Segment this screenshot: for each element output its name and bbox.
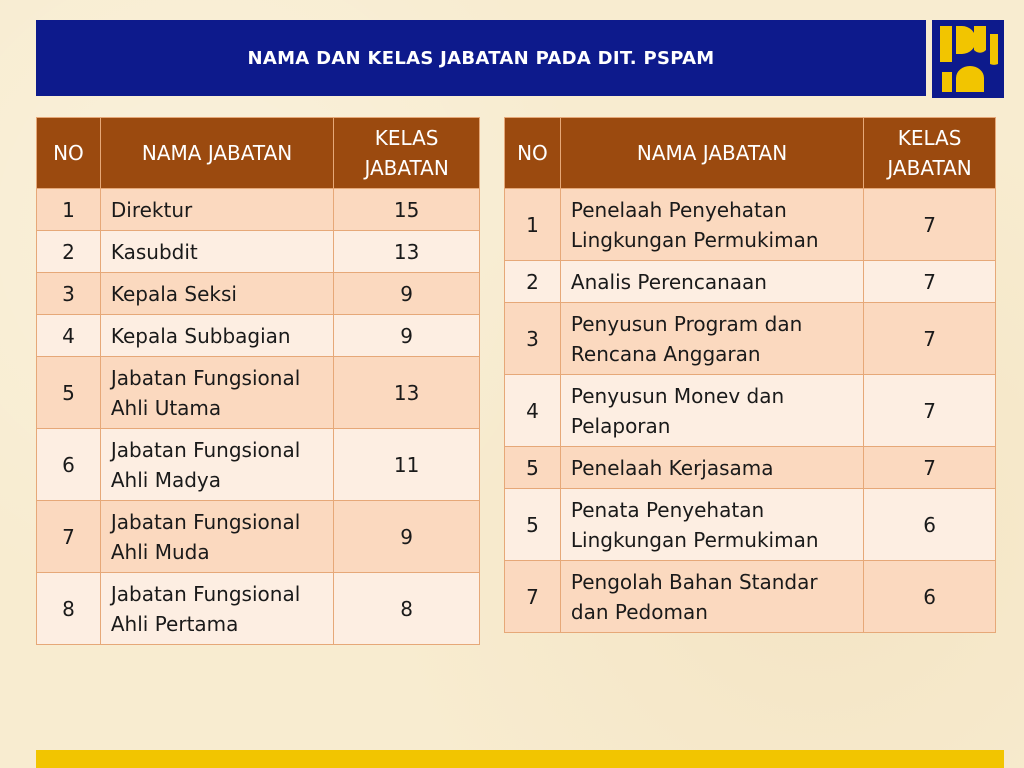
table-row <box>505 489 996 561</box>
row-name-line1: Jabatan Fungsional <box>110 581 301 606</box>
row-name-line1: Kepala Subbagian <box>110 323 291 348</box>
row-name <box>560 261 863 303</box>
row-no: 2 <box>37 231 101 273</box>
title-bar <box>36 20 926 96</box>
row-name-line2: Lingkungan Permukiman <box>570 527 819 552</box>
row-name <box>100 273 333 315</box>
row-name <box>100 357 333 429</box>
table-row <box>37 273 480 315</box>
row-name-line1: Penyusun Program dan <box>570 311 803 336</box>
row-name-line1: Penelaah Penyehatan <box>570 197 787 222</box>
row-no: 3 <box>505 303 561 375</box>
row-class: 8 <box>334 573 480 645</box>
table-row <box>37 573 480 645</box>
header-no: NO <box>37 118 101 189</box>
row-name-line2: Rencana Anggaran <box>570 341 761 366</box>
row-no: 5 <box>505 447 561 489</box>
table-row <box>37 315 480 357</box>
row-name-line1: Pengolah Bahan Standar <box>570 569 818 594</box>
row-name-line1: Jabatan Fungsional <box>110 509 301 534</box>
table-row <box>505 375 996 447</box>
table-row <box>505 303 996 375</box>
header-class-line2: JABATAN <box>887 156 972 180</box>
row-name <box>100 573 333 645</box>
row-name-line2: Ahli Muda <box>110 539 210 564</box>
row-no: 1 <box>505 189 561 261</box>
row-name-line1: Kasubdit <box>110 239 198 264</box>
row-name-line1: Penelaah Kerjasama <box>570 455 774 480</box>
table-row <box>505 447 996 489</box>
header-class-line1: KELAS <box>897 126 962 150</box>
row-name-line2: Ahli Utama <box>110 395 222 420</box>
row-name <box>100 501 333 573</box>
row-class: 7 <box>864 261 996 303</box>
row-class: 9 <box>334 501 480 573</box>
row-name <box>100 189 333 231</box>
row-name-line2: Ahli Pertama <box>110 611 239 636</box>
row-name-line1: Jabatan Fungsional <box>110 437 301 462</box>
row-name-line2: dan Pedoman <box>570 599 708 624</box>
row-class: 11 <box>334 429 480 501</box>
row-class: 7 <box>864 447 996 489</box>
table-row <box>37 357 480 429</box>
row-class: 6 <box>864 489 996 561</box>
row-name <box>100 231 333 273</box>
table-row <box>505 189 996 261</box>
row-name <box>100 315 333 357</box>
row-class: 7 <box>864 189 996 261</box>
row-name-line2: Pelaporan <box>570 413 671 438</box>
row-no: 6 <box>37 429 101 501</box>
table-row <box>37 189 480 231</box>
row-name <box>100 429 333 501</box>
row-no: 7 <box>505 561 561 633</box>
table-row <box>37 429 480 501</box>
row-no: 5 <box>505 489 561 561</box>
table-row <box>37 231 480 273</box>
left-position-table <box>36 117 480 645</box>
row-class: 13 <box>334 231 480 273</box>
row-name <box>560 375 863 447</box>
row-class: 7 <box>864 303 996 375</box>
right-position-table <box>504 117 996 633</box>
row-name <box>560 447 863 489</box>
row-name-line1: Penyusun Monev dan <box>570 383 785 408</box>
row-name <box>560 303 863 375</box>
row-name-line2: Lingkungan Permukiman <box>570 227 819 252</box>
row-name-line1: Direktur <box>110 197 193 222</box>
header-class <box>334 118 480 189</box>
row-name-line2: Ahli Madya <box>110 467 221 492</box>
ministry-logo-icon <box>932 20 1004 98</box>
row-no: 4 <box>505 375 561 447</box>
footer-accent-bar <box>36 750 1004 768</box>
row-no: 5 <box>37 357 101 429</box>
table-row <box>37 501 480 573</box>
row-name-line1: Analis Perencanaan <box>570 269 767 294</box>
row-name-line1: Penata Penyehatan <box>570 497 765 522</box>
row-no: 4 <box>37 315 101 357</box>
row-class: 15 <box>334 189 480 231</box>
row-class: 13 <box>334 357 480 429</box>
table-row <box>505 561 996 633</box>
header-class <box>864 118 996 189</box>
row-name <box>560 561 863 633</box>
header-no: NO <box>505 118 561 189</box>
header-class-line1: KELAS <box>374 126 439 150</box>
row-no: 7 <box>37 501 101 573</box>
page-title: NAMA DAN KELAS JABATAN PADA DIT. PSPAM <box>247 47 715 69</box>
row-no: 2 <box>505 261 561 303</box>
header-name: NAMA JABATAN <box>100 118 333 189</box>
header-name: NAMA JABATAN <box>560 118 863 189</box>
row-no: 8 <box>37 573 101 645</box>
row-class: 9 <box>334 273 480 315</box>
table-header-row <box>505 118 996 189</box>
row-name <box>560 189 863 261</box>
row-class: 6 <box>864 561 996 633</box>
table-row <box>505 261 996 303</box>
row-class: 7 <box>864 375 996 447</box>
row-no: 3 <box>37 273 101 315</box>
row-no: 1 <box>37 189 101 231</box>
row-class: 9 <box>334 315 480 357</box>
row-name-line1: Jabatan Fungsional <box>110 365 301 390</box>
row-name-line1: Kepala Seksi <box>110 281 237 306</box>
table-header-row <box>37 118 480 189</box>
header-class-line2: JABATAN <box>364 156 449 180</box>
row-name <box>560 489 863 561</box>
